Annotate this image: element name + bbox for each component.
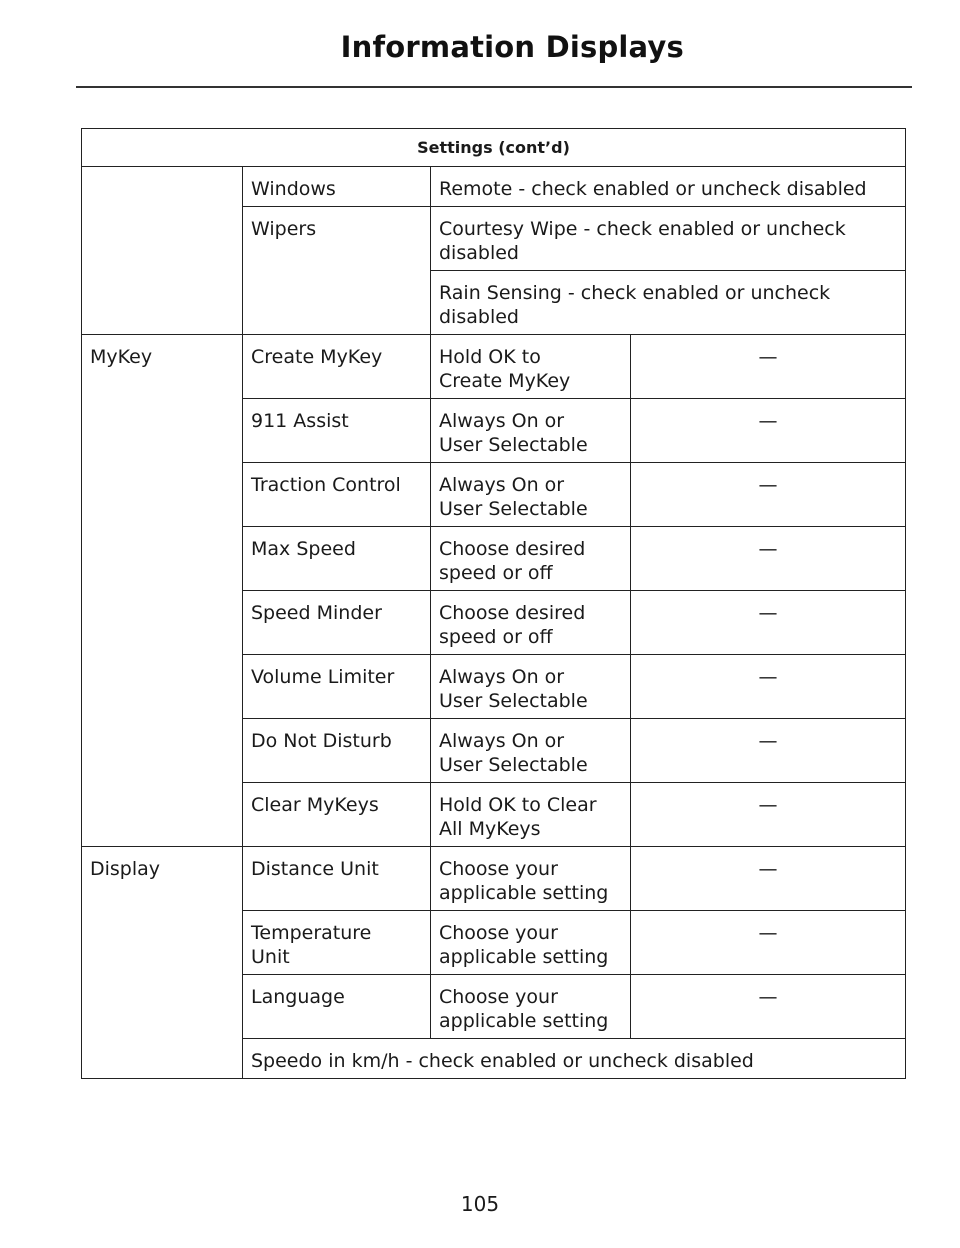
mykey-extra: — xyxy=(631,655,906,719)
mykey-extra: — xyxy=(631,399,906,463)
mykey-item: Create MyKey xyxy=(243,335,431,399)
mykey-item: Do Not Disturb xyxy=(243,719,431,783)
mykey-action: Hold OK to Clear All MyKeys xyxy=(431,783,631,847)
setting-speedo: Speedo in km/h - check enabled or uncheck disabled xyxy=(243,1039,906,1079)
display-action: Choose your applicable setting xyxy=(431,847,631,911)
display-item: Language xyxy=(243,975,431,1039)
mykey-action: Always On or User Selectable xyxy=(431,463,631,527)
mykey-item: Speed Minder xyxy=(243,591,431,655)
display-extra: — xyxy=(631,975,906,1039)
mykey-extra: — xyxy=(631,719,906,783)
mykey-action: Always On or User Selectable xyxy=(431,719,631,783)
page-number: 105 xyxy=(460,1192,500,1216)
table-caption: Settings (cont’d) xyxy=(82,129,906,167)
title-divider xyxy=(76,86,912,88)
settings-table xyxy=(81,128,906,1079)
mykey-extra: — xyxy=(631,591,906,655)
mykey-item: Volume Limiter xyxy=(243,655,431,719)
mykey-extra: — xyxy=(631,783,906,847)
table-row xyxy=(82,335,906,399)
display-action: Choose your applicable setting xyxy=(431,975,631,1039)
mykey-extra: — xyxy=(631,527,906,591)
display-extra: — xyxy=(631,911,906,975)
setting-rain-sensing: Rain Sensing - check enabled or uncheck disabled xyxy=(431,271,906,335)
group-mykey: MyKey xyxy=(82,335,243,847)
setting-wipers: Wipers xyxy=(243,207,431,335)
setting-windows-value: Remote - check enabled or uncheck disabled xyxy=(431,167,906,207)
mykey-extra: — xyxy=(631,335,906,399)
mykey-item: Max Speed xyxy=(243,527,431,591)
mykey-action: Choose desired speed or off xyxy=(431,527,631,591)
group-display: Display xyxy=(82,847,243,1079)
mykey-action: Always On or User Selectable xyxy=(431,399,631,463)
page-title: Information Displays xyxy=(340,30,684,64)
setting-courtesy-wipe: Courtesy Wipe - check enabled or uncheck disabled xyxy=(431,207,906,271)
mykey-item: Clear MyKeys xyxy=(243,783,431,847)
mykey-item: Traction Control xyxy=(243,463,431,527)
mykey-extra: — xyxy=(631,463,906,527)
mykey-action: Always On or User Selectable xyxy=(431,655,631,719)
display-item: Temperature Unit xyxy=(243,911,431,975)
table-row xyxy=(82,847,906,911)
table-row xyxy=(82,167,906,207)
display-action: Choose your applicable setting xyxy=(431,911,631,975)
table-header-row xyxy=(82,129,906,167)
mykey-action: Hold OK to Create MyKey xyxy=(431,335,631,399)
display-extra: — xyxy=(631,847,906,911)
setting-windows: Windows xyxy=(243,167,431,207)
mykey-item: 911 Assist xyxy=(243,399,431,463)
empty-group-cell xyxy=(82,167,243,335)
mykey-action: Choose desired speed or off xyxy=(431,591,631,655)
display-item: Distance Unit xyxy=(243,847,431,911)
